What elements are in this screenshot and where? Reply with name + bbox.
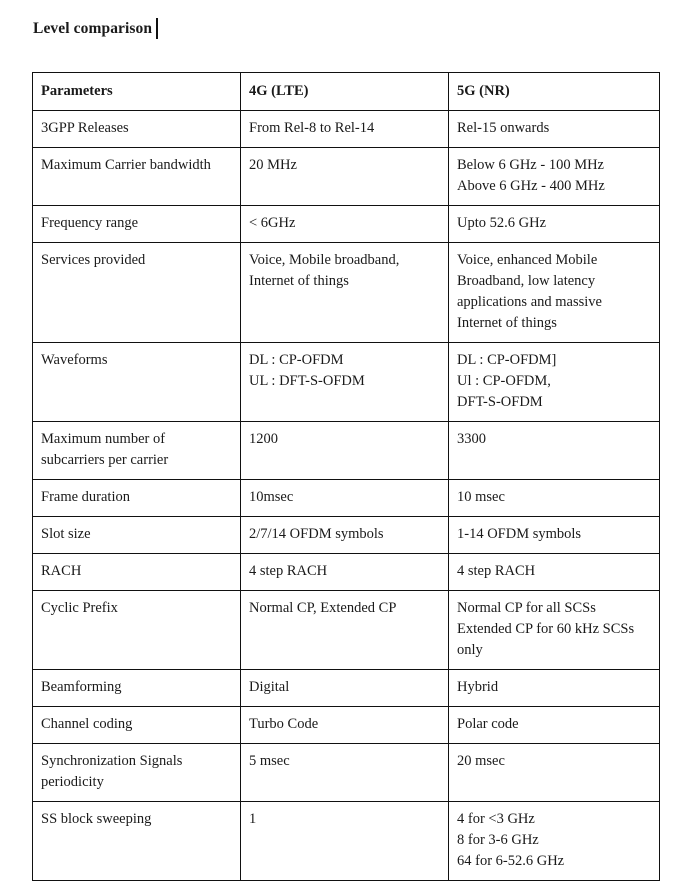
cell-text-line: Voice, Mobile broadband, [249,252,400,268]
lte-value-cell [241,111,449,148]
lte-value-cell [241,744,449,802]
cell-text-line: Voice, enhanced Mobile [457,252,598,268]
cell-text-line: 20 msec [457,753,505,769]
cell-text-line: Hybrid [457,679,499,695]
cell-text-line: Digital [249,679,290,695]
cell-text-line: 10 msec [457,489,505,505]
parameter-cell [33,422,241,480]
cell-text-line: 4 for <3 GHz [457,811,535,827]
header-nr: 5G (NR) [449,73,660,111]
cell-text-line: periodicity [41,774,104,790]
cell-text-line: 64 for 6-52.6 GHz [457,853,565,869]
lte-value-cell [241,670,449,707]
table-row [33,148,660,206]
cell-text-line: applications and massive [457,294,602,310]
cell-text-line: SS block sweeping [41,811,152,827]
parameter-cell [33,554,241,591]
cell-text-line: Maximum Carrier bandwidth [41,157,211,173]
lte-value-cell [241,517,449,554]
table-row [33,480,660,517]
parameter-cell [33,670,241,707]
table-row [33,343,660,422]
cell-text-line: 8 for 3-6 GHz [457,832,539,848]
parameter-cell [33,206,241,243]
cell-text-line: Channel coding [41,716,133,732]
parameter-cell [33,802,241,881]
cell-text-line: Waveforms [41,352,108,368]
cell-text-line: Slot size [41,526,91,542]
cell-text-line: Internet of things [457,315,557,331]
cell-text-line: From Rel-8 to Rel-14 [249,120,375,136]
cell-text-line: 1-14 OFDM symbols [457,526,582,542]
cell-text-line: Normal CP, Extended CP [249,600,397,616]
cell-text-line: Extended CP for 60 kHz SCSs [457,621,635,637]
cell-text-line: DFT-S-OFDM [457,394,543,410]
nr-value-cell [449,554,660,591]
cell-text-line: 4 step RACH [457,563,536,579]
table-header-row [33,73,660,111]
cell-text-line: 5 msec [249,753,290,769]
cell-text-line: DL : CP-OFDM] [457,352,557,368]
cell-text-line: Normal CP for all SCSs [457,600,596,616]
table-row [33,707,660,744]
table-row [33,422,660,480]
cell-text-line: UL : DFT-S-OFDM [249,373,365,389]
table-row [33,670,660,707]
cell-text-line: 10msec [249,489,294,505]
lte-value-cell [241,422,449,480]
lte-value-cell [241,802,449,881]
nr-value-cell [449,480,660,517]
cell-text-line: Above 6 GHz - 400 MHz [457,178,605,194]
cell-text-line: Below 6 GHz - 100 MHz [457,157,604,173]
table-row [33,206,660,243]
cell-text-line: Frequency range [41,215,139,231]
table-row [33,802,660,881]
table-row [33,243,660,343]
parameter-cell [33,148,241,206]
cell-text-line: Rel-15 onwards [457,120,550,136]
parameter-cell [33,744,241,802]
cell-text-line: Upto 52.6 GHz [457,215,547,231]
cell-text-line: < 6GHz [249,215,296,231]
lte-value-cell [241,707,449,744]
nr-value-cell [449,517,660,554]
parameter-cell [33,707,241,744]
cell-text-line: 3GPP Releases [41,120,129,136]
nr-value-cell [449,802,660,881]
header-parameters: Parameters [33,73,241,111]
cell-text-line: Synchronization Signals [41,753,183,769]
lte-value-cell [241,591,449,670]
parameter-cell [33,480,241,517]
cell-text-line: 20 MHz [249,157,297,173]
cell-text-line: Maximum number of [41,431,166,447]
table-row [33,591,660,670]
cell-text-line: Turbo Code [249,716,319,732]
cell-text-line: only [457,642,483,658]
parameter-cell [33,243,241,343]
cell-text-line: 2/7/14 OFDM symbols [249,526,384,542]
nr-value-cell [449,422,660,480]
cell-text-line: Services provided [41,252,146,268]
nr-value-cell [449,243,660,343]
nr-value-cell [449,343,660,422]
cell-text-line: Polar code [457,716,519,732]
nr-value-cell [449,148,660,206]
cell-text-line: Broadband, low latency [457,273,596,289]
cell-text-line: Internet of things [249,273,349,289]
comparison-table [32,72,660,881]
cell-text-line: Cyclic Prefix [41,600,118,616]
cell-text-line: DL : CP-OFDM [249,352,344,368]
cell-text-line: 4 step RACH [249,563,328,579]
parameter-cell [33,517,241,554]
table-row [33,554,660,591]
lte-value-cell [241,206,449,243]
nr-value-cell [449,111,660,148]
table-body [33,111,660,881]
heading-container [33,18,158,39]
cell-text-line: Beamforming [41,679,122,695]
parameter-cell [33,343,241,422]
parameter-cell [33,111,241,148]
nr-value-cell [449,591,660,670]
cell-text-line: 1200 [249,431,278,447]
nr-value-cell [449,670,660,707]
nr-value-cell [449,744,660,802]
text-cursor [156,18,158,39]
lte-value-cell [241,480,449,517]
parameter-cell [33,591,241,670]
nr-value-cell [449,707,660,744]
lte-value-cell [241,343,449,422]
table-row [33,111,660,148]
nr-value-cell [449,206,660,243]
cell-text-line: 3300 [457,431,486,447]
table-row [33,517,660,554]
table-row [33,744,660,802]
lte-value-cell [241,554,449,591]
lte-value-cell [241,243,449,343]
cell-text-line: Ul : CP-OFDM, [457,373,551,389]
header-lte: 4G (LTE) [241,73,449,111]
cell-text-line: subcarriers per carrier [41,452,169,468]
cell-text-line: RACH [41,563,82,579]
cell-text-line: 1 [249,811,257,827]
page-heading: Level comparison [33,19,153,37]
lte-value-cell [241,148,449,206]
cell-text-line: Frame duration [41,489,130,505]
